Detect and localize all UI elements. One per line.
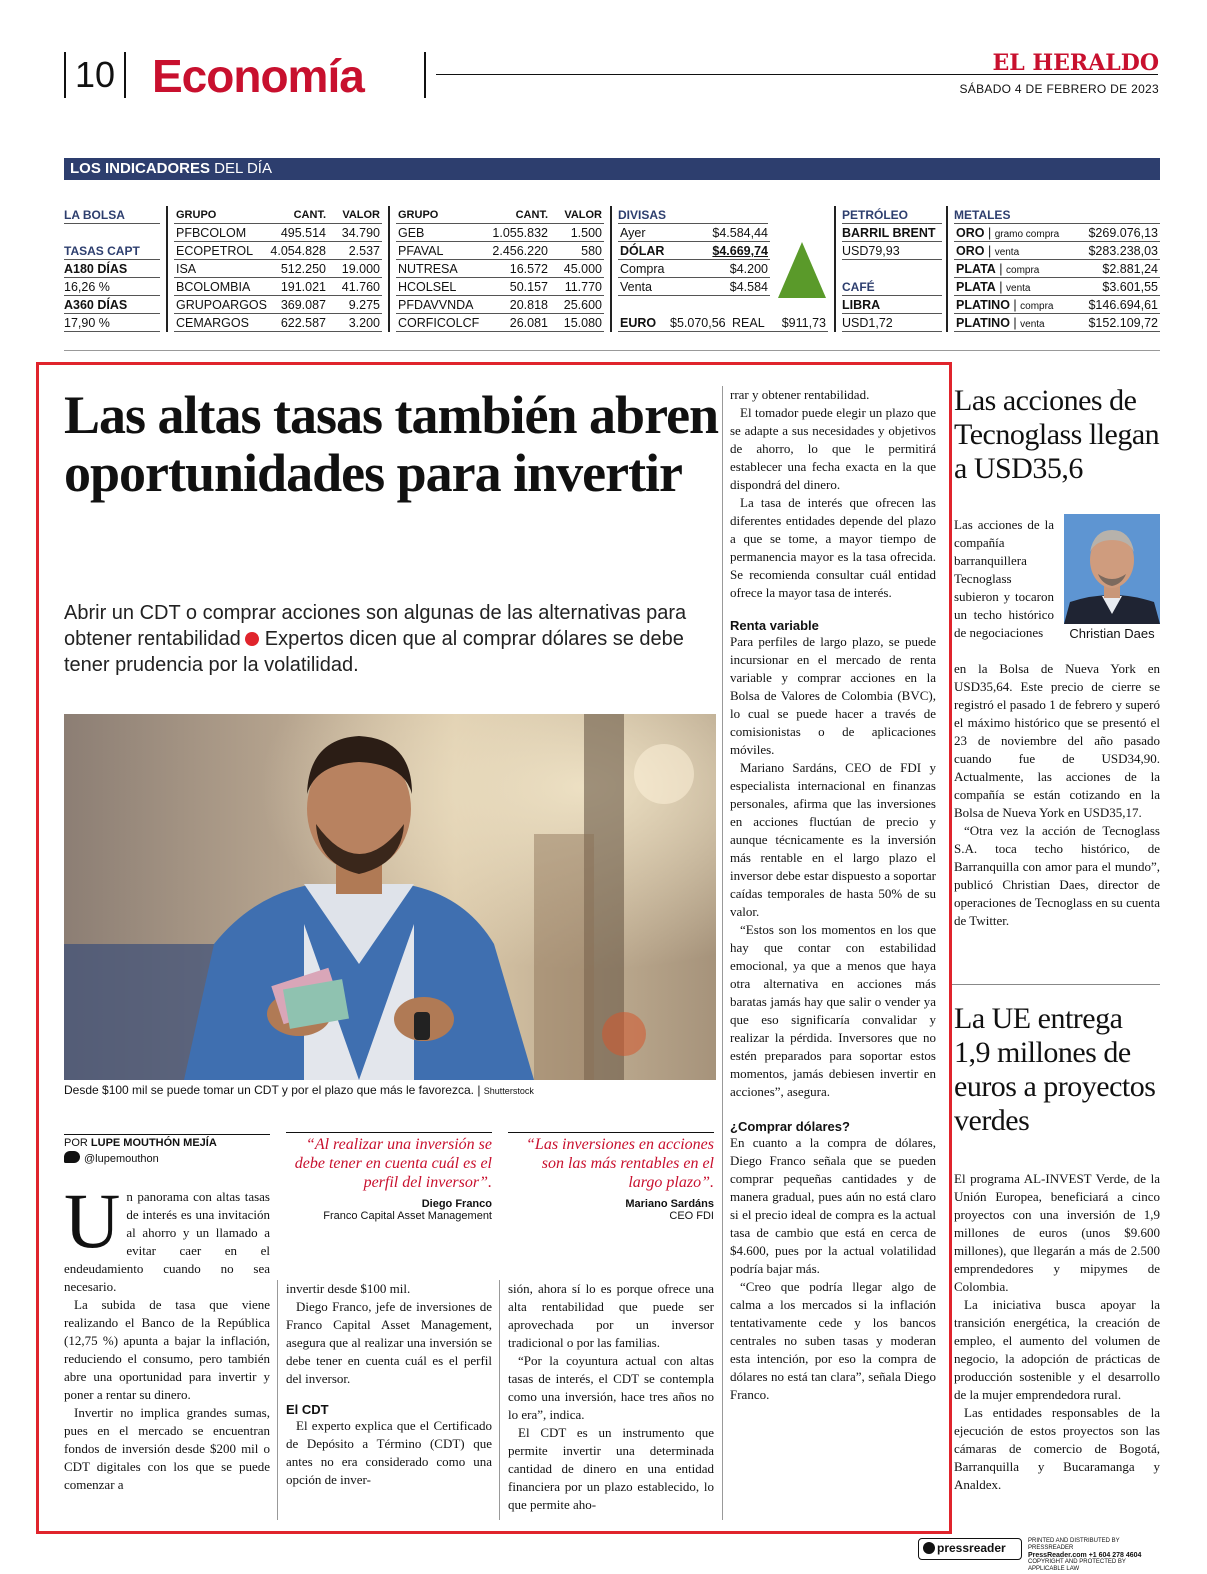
divisa-row [618,260,770,278]
rail-divider [952,984,1160,985]
paragraph: “Creo que podría llegar algo de calma a los mercados si la inflación tentativamente cede y los bancos centrales no suben tasas y moderan esta intención, por eso la compra de dólares no está tan clara”, señala Diego Franco. [730,1279,936,1402]
cafe-item: LIBRA [842,296,942,314]
photo-caption: Desde $100 mil se puede tomar un CDT y por el plazo que más le favorezca. | Shutterstock [64,1083,534,1097]
stock-name: HCOLSEL [398,280,457,294]
stock-row [174,296,382,314]
col-cant: CANT. [293,209,326,221]
stock-row [396,224,604,242]
divisas-box [618,206,828,330]
metales-label: METALES [954,206,1160,224]
paragraph: Invertir no implica grandes sumas, pues en el mercado se encuentran fondos de inversión desde $200 mil o CDT digitales con los que se puede comenzar a [64,1405,270,1492]
paragraph: Diego Franco, jefe de inversiones de Franco Capital Asset Management, asegura que al realizar una inversión se debe tener en cuenta cuál es el perfil del inversor. [286,1299,492,1386]
metal-value: $3.601,55 [1102,280,1158,294]
stock-cant: 191.021 [280,280,326,294]
pressreader-icon [923,1542,935,1554]
paragraph: Las entidades responsables de la ejecución de estos proyectos son las cámaras de comercio de Bogotá, Barranquilla y Bucaramanga y Analdex. [954,1405,1160,1492]
metal-name: ORO | venta [956,244,1020,258]
subhead-comprar-dolares: ¿Comprar dólares? [730,1119,850,1134]
stock-valor: 11.770 [564,280,602,294]
stock-row [174,224,382,242]
paragraph: El programa AL-INVEST Verde, de la Unión Europea, beneficiará a cinco proyectos con una inversión de 1,9 millones de euros (unos $9.600 millones), que llegarán a más de 2.500 emprendedores y mipymes de Colombia. [954,1171,1160,1294]
stock-cant: 2.456.220 [492,244,548,258]
stock-valor: 19.000 [341,262,380,276]
metal-name-bold: PLATA [956,280,996,294]
metal-name: PLATA | compra [956,262,1040,276]
bolsa-box [64,206,160,332]
stock-name: ECOPETROL [176,244,254,258]
col-grupo: GRUPO [176,209,217,221]
paragraph: “Por la coyuntura actual con altas tasas de interés, el CDT se contempla como una inversión, hace tres años no lo era”, indica. [508,1353,714,1422]
stock-row [396,242,604,260]
stock-row [396,314,604,332]
stock-name: GEB [398,226,425,240]
stock-name: NUTRESA [398,262,458,276]
paragraph: en la Bolsa de Nueva York en USD35,64. Este precio de cierre se registró el pasado 1 de febrero y superó el máximo histórico que se presentó el 23 de noviembre del año pasado cuando fue de USD34,90. Actualmente, las acciones de la compañía se están cotizando en la Bolsa de Nueva York en USD35,17. [954,661,1160,820]
article-dek [64,600,714,678]
col-valor: VALOR [342,209,380,221]
quote-2-name: Mariano Sardáns [625,1198,714,1210]
quote-1-name: Diego Franco [421,1198,492,1210]
masthead-divider [424,52,426,98]
stock-name: GRUPOARGOS [176,298,267,312]
tasa-row: A360 DÍAS [64,296,160,314]
stock-name: BCOLOMBIA [176,280,251,294]
byline [64,1134,270,1165]
stock-valor: 41.760 [341,280,380,294]
paragraph: n panorama con altas tasas de interés es una invitación al ahorro y un llamado a evitar caer en el endeudamiento cuando no sea necesario. [64,1189,270,1294]
stock-row [396,296,604,314]
column-rule [499,1280,500,1520]
article-column-2 [286,1280,492,1489]
man-with-money-image [64,714,716,1080]
stock-cant: 1.055.832 [492,226,548,240]
portrait-image [1064,514,1160,624]
euro-label: EURO [620,316,657,330]
subhead-cdt: El CDT [286,1402,329,1417]
stock-row [174,314,382,332]
indicators-bottom-rule [64,350,1160,351]
trend-up-icon [778,242,826,298]
quote-2-role: CEO FDI [669,1210,714,1222]
metal-value: $269.076,13 [1088,226,1158,240]
stock-name: CORFICOLCF [398,316,480,330]
quote-2-text: “Las inversiones en acciones son las más rentables en el largo plazo”. [526,1136,714,1191]
stock-cant: 16.572 [509,262,548,276]
photo-credit: Shutterstock [483,1086,534,1096]
divisa-row [618,224,770,242]
stock-cant: 50.157 [509,280,548,294]
brent-value: USD79,93 [842,242,942,260]
metal-name-bold: PLATA [956,262,996,276]
stock-cant: 369.087 [280,298,326,312]
article-photo [64,714,716,1080]
grupo2-header [396,206,604,224]
euro-real-row [618,314,828,332]
metal-name: ORO | gramo compra [956,226,1060,240]
cafe-value: USD1,72 [842,314,942,332]
issue-date: SÁBADO 4 DE FEBRERO DE 2023 [959,82,1159,96]
stock-row [174,260,382,278]
metal-name-bold: ORO [956,226,985,240]
paragraph: El tomador puede elegir un plazo que se adapte a sus necesidades y objetivos de ahorro, lo que le permitirá establecer una fecha exacta en la que dispondrá del dinero. [730,405,936,492]
stock-name: PFBCOLOM [176,226,247,240]
page-number: 10 [64,52,126,98]
paragraph: Para perfiles de largo plazo, se puede incursionar en el mercado de renta variable y comprar acciones en la Bolsa de Valores de Colombia (BVC), lo cual se puede hacer a través de comisionistas o de aplicaciones móviles. [730,634,936,757]
paragraph: En cuanto a la compra de dólares, Diego Franco señala que se pueden comprar pequeñas cantidades y de manera gradual, pues aún no está claro si el precio ideal de compra es la actual tasa de cambio que está en cerca de $4.600, pues por la actual volatilidad podría bajar más. [730,1135,936,1276]
indicator-separator [388,206,390,332]
metal-name-bold: PLATINO [956,316,1010,330]
bullet-dot-icon [245,632,259,646]
stock-valor: 45.000 [563,262,602,276]
divisa-value: $4.200 [729,262,768,276]
column-rule [277,1280,278,1520]
stock-valor: 15.080 [563,316,602,330]
bolsa-label: LA BOLSA [64,206,160,224]
article-headline: Las altas tasas también abren oportunidades para invertir [64,385,719,503]
stock-cant: 495.514 [280,226,326,240]
divisa-label: Venta [620,280,652,294]
metal-kind: gramo compra [994,229,1060,240]
article-column-3 [508,1280,714,1514]
divisas-label: DIVISAS [618,206,768,224]
paragraph: El experto explica que el Certificado de Depósito a Término (CDT) que antes no era considerado como una opción de inver- [286,1418,492,1487]
indicators-title-bold: LOS INDICADORES [70,160,211,177]
stock-valor: 3.200 [348,316,380,330]
author-name: LUPE MOUTHÓN MEJÍA [90,1137,217,1149]
indicators-title-rest: DEL DÍA [210,160,272,177]
paragraph: La iniciativa busca apoyar la transición energética, la creación de empleo, el aumento del volumen de negocio, la adopción de prácticas de producción sostenible y el desarrollo de la mujer emprendedora rural. [954,1297,1160,1402]
subhead-renta-variable: Renta variable [730,618,819,633]
indicator-separator [166,206,168,332]
paragraph: La tasa de interés que ofrecen las diferentes entidades depende del plazo a que se tome, a mayor tiempo de permanencia mayor es la tasa ofrecida. Se recomienda consultar cuál entidad ofrece la mayor tasa de interés. [730,495,936,600]
real-label: REAL [732,316,765,330]
paragraph: sión, ahora sí lo es porque ofrece una alta rentabilidad que puede ser aprovechada por un inversor tradicional o por las familias. [508,1281,714,1350]
grupo1-header [174,206,382,224]
col-grupo: GRUPO [398,209,439,221]
metal-kind: compra [1020,301,1054,312]
grupo1-table [174,206,382,332]
stock-valor: 34.790 [341,226,380,240]
stock-name: PFDAVVNDA [398,298,474,312]
metal-value: $2.881,24 [1102,262,1158,276]
euro-value: $5.070,56 [670,316,726,330]
stock-cant: 20.818 [509,298,548,312]
byline-prefix: POR [64,1137,91,1149]
twitter-icon [64,1151,80,1163]
quote-1-text: “Al realizar una inversión se debe tener en cuenta cuál es el perfil del inversor”. [294,1136,492,1191]
metal-name-bold: ORO [956,244,985,258]
rail-story-1-lead: Las acciones de la compañía barranquillera Tecnoglass subieron y tocaron un techo histórico de negociaciones [954,517,1054,640]
twitter-handle[interactable]: @lupemouthon [84,1153,159,1165]
metales-box [954,206,1160,332]
stock-name: CEMARGOS [176,316,249,330]
col-cant: CANT. [515,209,548,221]
stock-valor: 2.537 [348,244,380,258]
metal-value: $146.694,61 [1088,298,1158,312]
paragraph: invertir desde $100 mil. [286,1281,411,1296]
pressreader-footer [918,1538,1158,1572]
metal-value: $283.238,03 [1088,244,1158,258]
divisa-label: DÓLAR [620,244,665,258]
stock-valor: 25.600 [563,298,602,312]
paragraph: rrar y obtener rentabilidad. [730,387,870,402]
rail-story-1-body [954,660,1160,930]
article-column-1 [64,1177,270,1494]
footer-line-3: COPYRIGHT AND PROTECTED BY APPLICABLE LAW [1028,1559,1126,1572]
stock-valor: 1.500 [570,226,602,240]
section-title: Economía [152,50,364,102]
pressreader-logo: pressreader [937,1541,1006,1555]
metal-name: PLATINO | compra [956,298,1054,312]
stock-valor: 580 [581,244,602,258]
real-value: $911,73 [781,316,826,330]
pull-quote-1 [286,1132,492,1222]
stock-cant: 4.054.828 [270,244,326,258]
newspaper-logo: EL HERALDO [992,50,1159,76]
dek-part-1: Abrir un CDT o comprar acciones son algunas de las alternativas para obtener rentabilidad [64,602,687,650]
quote-1-role: Franco Capital Asset Management [323,1210,492,1222]
metal-row [954,278,1160,296]
christian-daes-photo [1064,514,1160,624]
paragraph: La subida de tasa que viene realizando el Banco de la República (12,75 %) apunta a bajar la inflación, reduciendo el consumo, pero también abre una oportunidad para invertir y poner a rentar su dinero. [64,1297,270,1402]
metal-value: $152.109,72 [1088,316,1158,330]
indicator-separator [610,206,612,332]
petroleo-box [842,206,942,332]
paragraph: “Estos son los momentos en los que hay que contar con estabilidad emocional, ya que a menos que haya otra alternativa en acciones más baratas jamás hay que salir o vender ya que eso significaría convalidar y realizar la pérdida. Inversores que no estén preparados para soportar estos momentos, jamás debiesen invertir en acciones”, asegura. [730,922,936,1099]
metal-kind: venta [1006,283,1031,294]
metal-name-bold: PLATINO [956,298,1010,312]
stock-cant: 512.250 [280,262,326,276]
paragraph: “Otra vez la acción de Tecnoglass S.A. toca techo histórico, de Barranquilla con amor para el mundo”, publicó Christian Daes, director de operaciones de Tecnoglass en su cuenta de Twitter. [954,823,1160,928]
stock-row [174,242,382,260]
metal-name: PLATINO | venta [956,316,1045,330]
petroleo-label: PETRÓLEO [842,206,942,224]
tasa-row: 16,26 % [64,278,160,296]
stock-cant: 26.081 [509,316,548,330]
rail-story-2-body [954,1170,1160,1494]
stock-row [174,278,382,296]
tasas-label: TASAS CAPT [64,242,160,260]
footer-line-2: PressReader.com +1 604 278 4604 [1028,1552,1142,1559]
divisa-label: Ayer [620,226,646,240]
metal-row [954,260,1160,278]
metal-name: PLATA | venta [956,280,1031,294]
divisa-value: $4.584,44 [712,226,768,240]
metal-row [954,314,1160,332]
dek-part-2: Expertos dicen que al comprar dólares se debe tener prudencia por la volatilidad. [64,628,684,676]
divisa-row [618,278,770,296]
metal-kind: venta [994,247,1020,258]
divisa-row [618,242,770,260]
caption-text: Desde $100 mil se puede tomar un CDT y por el plazo que más le favorezca. [64,1083,474,1097]
paragraph: El CDT es un instrumento que permite invertir una determinada cantidad de dinero en una entidad financiera por un plazo establecido, lo que permite aho- [508,1425,714,1512]
metal-row [954,224,1160,242]
divisa-value: $4.584 [729,280,768,294]
grupo2-table [396,206,604,332]
metal-kind: venta [1020,319,1045,330]
divisa-value: $4.669,74 [712,244,768,258]
drop-cap: U [64,1177,121,1264]
stock-name: PFAVAL [398,244,444,258]
tasa-row: A180 DÍAS [64,260,160,278]
cafe-label: CAFÉ [842,278,942,296]
stock-row [396,278,604,296]
rail-headline-2: La UE entrega 1,9 millones de euros a proyectos verdes [954,1002,1156,1137]
metal-row [954,296,1160,314]
divisa-label: Compra [620,262,665,276]
indicator-separator [946,206,948,332]
stock-valor: 9.275 [348,298,380,312]
col-valor: VALOR [564,209,602,221]
metal-kind: compra [1006,265,1040,276]
indicator-separator [834,206,836,332]
indicators-bar [64,158,1160,180]
brent-label: BARRIL BRENT [842,224,942,242]
stock-cant: 622.587 [280,316,326,330]
photo-caption-daes: Christian Daes [1069,626,1155,641]
article-column-4 [730,386,936,1404]
metal-row [954,242,1160,260]
column-rule [722,386,723,1520]
pull-quote-2 [508,1132,714,1222]
tasa-row: 17,90 % [64,314,160,332]
stock-row [396,260,604,278]
footer-line-1: PRINTED AND DISTRIBUTED BY PRESSREADER [1028,1538,1120,1551]
paragraph: Mariano Sardáns, CEO de FDI y especialista internacional en finanzas personales, afirma que las inversiones en acciones fluctúan de precio y aunque técnicamente es la inversión más rentable en el largo plazo el inversor debe estar dispuesto a soportar caídas temporales de hasta 50% de su valor. [730,760,936,919]
stock-name: ISA [176,262,197,276]
rail-headline-1: Las acciones de Tecnoglass llegan a USD35,6 [954,384,1160,485]
